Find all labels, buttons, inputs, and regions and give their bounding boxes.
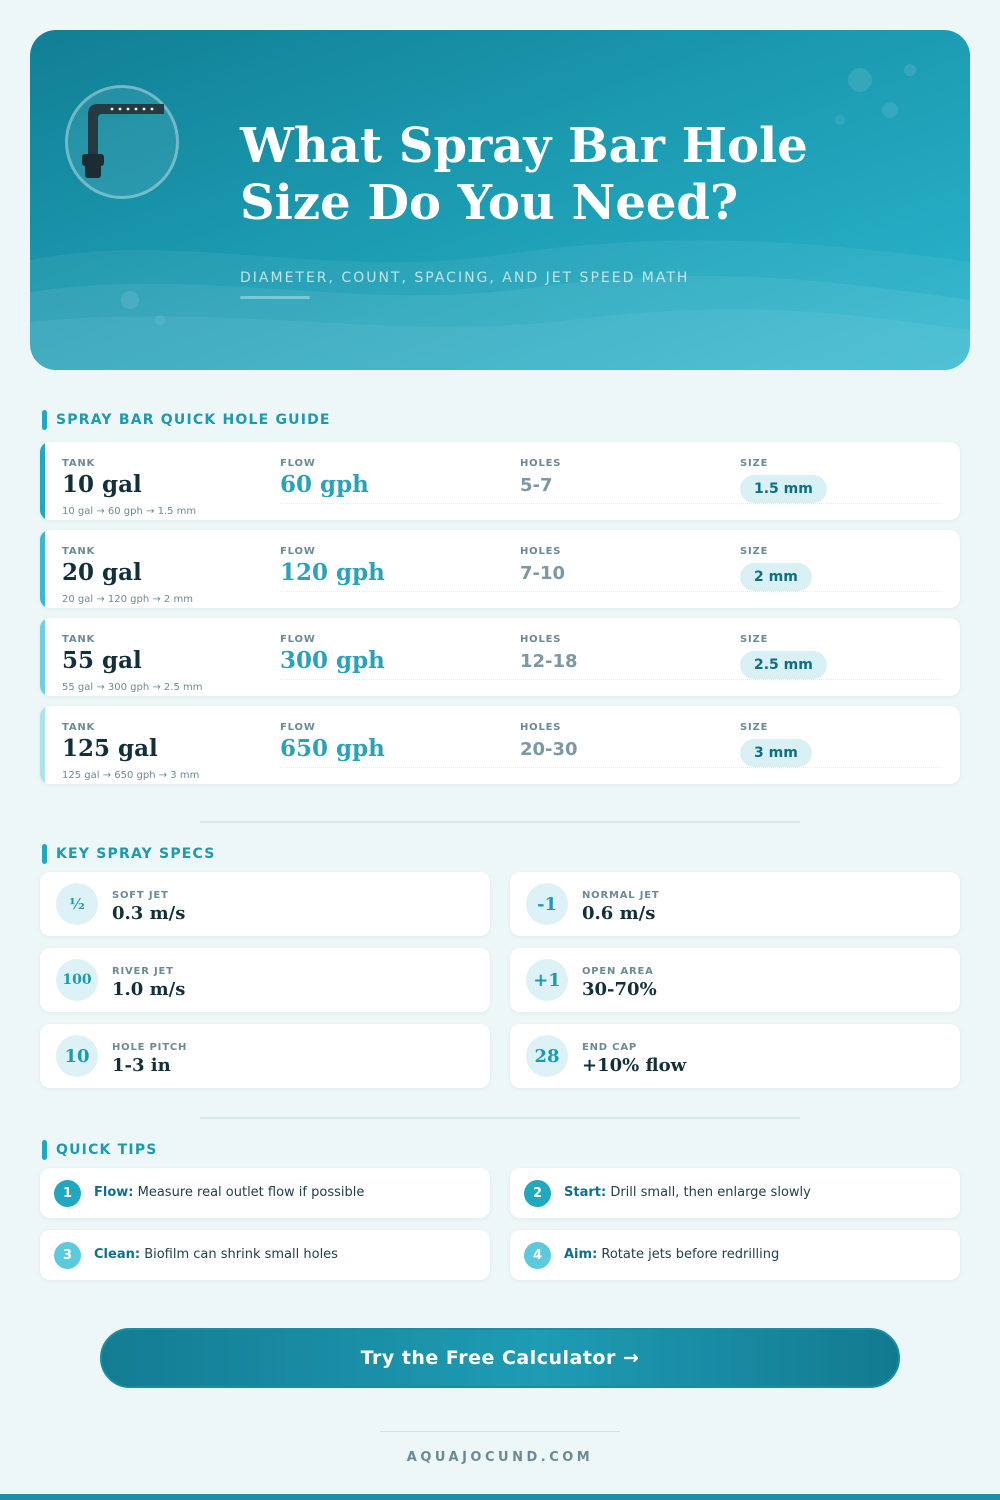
tank-label: TANK (62, 546, 96, 557)
holes-value: 5-7 (520, 475, 553, 496)
tip-number-badge: 1 (54, 1180, 81, 1207)
size-label: SIZE (740, 546, 769, 557)
spec-label: RIVER JET (112, 966, 174, 977)
spec-value: 0.6 m/s (582, 903, 656, 924)
spec-value: 30-70% (582, 979, 657, 1000)
tip-card (40, 1168, 490, 1218)
tank-label: TANK (62, 458, 96, 469)
tank-value: 55 gal (62, 647, 142, 674)
holes-cell (520, 722, 578, 760)
spec-badge: 10 (56, 1035, 98, 1077)
spec-badge: 28 (526, 1035, 568, 1077)
holes-value: 12-18 (520, 651, 578, 672)
tip-number-badge: 3 (54, 1242, 81, 1269)
holes-cell (520, 458, 561, 496)
guide-row (40, 706, 960, 784)
size-label: SIZE (740, 634, 769, 645)
row-summary-note: 55 gal → 300 gph → 2.5 mm (62, 682, 203, 693)
flow-cell (280, 722, 385, 762)
tank-cell (62, 634, 142, 674)
footer-site: AQUAJOCUND.COM (406, 1450, 594, 1465)
tip-text (94, 1185, 364, 1200)
heading-accent-bar (42, 1140, 47, 1160)
tip-card (40, 1230, 490, 1280)
heading-accent-bar (42, 410, 47, 430)
holes-value: 7-10 (520, 563, 566, 584)
flow-value: 60 gph (280, 471, 369, 498)
row-summary-note: 125 gal → 650 gph → 3 mm (62, 770, 200, 781)
tip-body: Rotate jets before redrilling (601, 1247, 780, 1262)
flow-value: 120 gph (280, 559, 385, 586)
spec-value: +10% flow (582, 1055, 687, 1076)
row-summary-note: 10 gal → 60 gph → 1.5 mm (62, 506, 197, 517)
tank-cell (62, 546, 142, 586)
tip-card (510, 1230, 960, 1280)
tip-key: Start: (564, 1185, 607, 1200)
hero-banner (30, 30, 970, 370)
heading-accent-bar (42, 844, 47, 864)
spec-badge: +1 (526, 959, 568, 1001)
spec-label: HOLE PITCH (112, 1042, 188, 1053)
size-badge: 2 mm (740, 563, 812, 591)
spec-label: NORMAL JET (582, 890, 660, 901)
tip-text (564, 1185, 811, 1200)
size-cell (740, 634, 827, 679)
section-divider (200, 821, 800, 823)
spec-card (510, 872, 960, 936)
holes-label: HOLES (520, 546, 562, 557)
spec-label: END CAP (582, 1042, 637, 1053)
spec-card (510, 948, 960, 1012)
tip-key: Aim: (564, 1247, 598, 1262)
holes-value: 20-30 (520, 739, 578, 760)
guide-row (40, 442, 960, 520)
flow-label: FLOW (280, 634, 316, 645)
row-accent-bar (40, 706, 45, 784)
title-line-2: Size Do You Need? (240, 175, 739, 231)
row-dotted-rule (280, 767, 940, 768)
guide-row (40, 530, 960, 608)
flow-cell (280, 458, 369, 498)
flow-label: FLOW (280, 458, 316, 469)
size-label: SIZE (740, 458, 769, 469)
tank-value: 10 gal (62, 471, 142, 498)
page-subtitle: DIAMETER, COUNT, SPACING, AND JET SPEED MATH (240, 270, 690, 286)
tips-heading-text: QUICK TIPS (56, 1142, 158, 1158)
bottom-bar (0, 1494, 1000, 1500)
spec-label: SOFT JET (112, 890, 169, 901)
footer-divider (380, 1431, 620, 1432)
holes-label: HOLES (520, 458, 562, 469)
spec-card (40, 948, 490, 1012)
spec-label: OPEN AREA (582, 966, 654, 977)
tank-value: 125 gal (62, 735, 158, 762)
spec-value: 0.3 m/s (112, 903, 186, 924)
size-cell (740, 722, 812, 767)
specs-heading-text: KEY SPRAY SPECS (56, 846, 216, 862)
tip-key: Flow: (94, 1185, 134, 1200)
row-dotted-rule (280, 503, 940, 504)
tip-number-badge: 4 (524, 1242, 551, 1269)
spec-badge: -1 (526, 883, 568, 925)
flow-value: 650 gph (280, 735, 385, 762)
row-accent-bar (40, 618, 45, 696)
row-accent-bar (40, 530, 45, 608)
size-cell (740, 546, 812, 591)
spec-value: 1-3 in (112, 1055, 171, 1076)
size-badge: 2.5 mm (740, 651, 827, 679)
tip-card (510, 1168, 960, 1218)
tip-key: Clean: (94, 1247, 141, 1262)
spec-card (510, 1024, 960, 1088)
size-cell (740, 458, 827, 503)
spray-bar-icon (65, 85, 179, 199)
subtitle-underline (240, 296, 310, 299)
tip-text (564, 1247, 779, 1262)
tank-cell (62, 722, 158, 762)
section-divider (200, 1117, 800, 1119)
page-title (240, 118, 880, 232)
tank-label: TANK (62, 722, 96, 733)
spec-card (40, 872, 490, 936)
tip-body: Biofilm can shrink small holes (144, 1247, 338, 1262)
size-badge: 1.5 mm (740, 475, 827, 503)
tip-number-badge: 2 (524, 1180, 551, 1207)
flow-label: FLOW (280, 722, 316, 733)
guide-heading (42, 410, 331, 430)
holes-label: HOLES (520, 722, 562, 733)
tank-value: 20 gal (62, 559, 142, 586)
row-dotted-rule (280, 679, 940, 680)
title-line-1: What Spray Bar Hole (240, 118, 808, 174)
free-calculator-button[interactable]: Try the Free Calculator → (100, 1328, 900, 1388)
tip-body: Measure real outlet flow if possible (137, 1185, 365, 1200)
tank-label: TANK (62, 634, 96, 645)
flow-label: FLOW (280, 546, 316, 557)
flow-cell (280, 546, 385, 586)
guide-row (40, 618, 960, 696)
holes-label: HOLES (520, 634, 562, 645)
size-badge: 3 mm (740, 739, 812, 767)
flow-cell (280, 634, 385, 674)
tip-body: Drill small, then enlarge slowly (610, 1185, 811, 1200)
holes-cell (520, 546, 565, 584)
flow-value: 300 gph (280, 647, 385, 674)
specs-heading (42, 844, 216, 864)
tips-heading (42, 1140, 158, 1160)
row-dotted-rule (280, 591, 940, 592)
guide-heading-text: SPRAY BAR QUICK HOLE GUIDE (56, 412, 331, 428)
holes-cell (520, 634, 578, 672)
spec-card (40, 1024, 490, 1088)
spec-value: 1.0 m/s (112, 979, 186, 1000)
tip-text (94, 1247, 338, 1262)
spec-badge: 100 (56, 959, 98, 1001)
size-label: SIZE (740, 722, 769, 733)
row-accent-bar (40, 442, 45, 520)
spec-badge: ½ (56, 883, 98, 925)
row-summary-note: 20 gal → 120 gph → 2 mm (62, 594, 193, 605)
tank-cell (62, 458, 142, 498)
